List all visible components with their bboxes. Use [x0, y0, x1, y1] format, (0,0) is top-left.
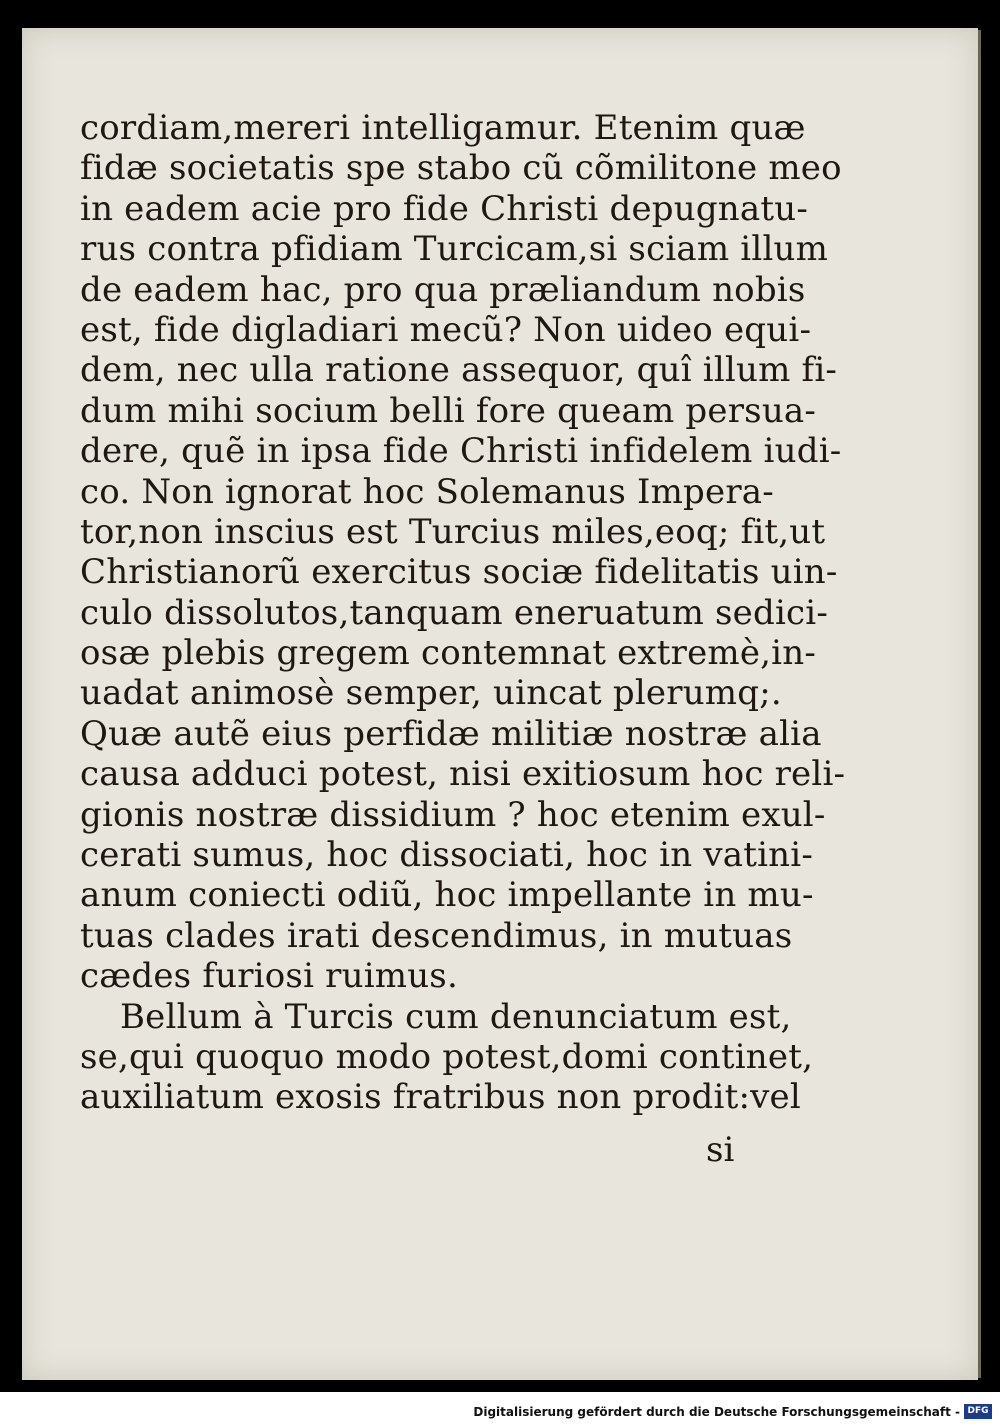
text-line: Christianorũ exercitus sociæ fidelitatis uin- [80, 552, 838, 593]
text-line: Bellum à Turcis cum denunciatum est, [120, 996, 792, 1037]
text-line: co. Non ignorat hoc Solemanus Impera- [80, 471, 774, 512]
text-line: de eadem hac, pro qua præliandum nobis [80, 269, 806, 310]
dfg-logo: DFG [964, 1404, 992, 1419]
text-line: dere, quẽ in ipsa fide Christi infidelem iudi- [80, 431, 842, 472]
text-line: cerati sumus, hoc dissociati, hoc in vatini- [80, 835, 814, 876]
text-line: se,qui quoquo modo potest,domi continet, [80, 1036, 814, 1077]
digitization-credit: Digitalisierung gefördert durch die Deutsche Forschungsgemeinschaft - [473, 1405, 960, 1419]
text-line: culo dissolutos,tanquam eneruatum sedici- [80, 592, 829, 633]
catchword: si [706, 1130, 735, 1170]
text-line: Quæ autẽ eius perfidæ militiæ nostræ alia [80, 713, 822, 754]
text-line: cædes furiosi ruimus. [80, 956, 458, 997]
text-line: cordiam,mereri intelligamur. Etenim quæ [80, 108, 806, 148]
text-line: auxiliatum exosis fratribus non prodit:vel [80, 1077, 801, 1118]
body-text [80, 108, 846, 1118]
text-line: osæ plebis gregem contemnat extremè,in- [80, 633, 817, 674]
text-line: rus contra pfidiam Turcicam,si sciam illum [80, 229, 829, 270]
text-line: tuas clades irati descendimus, in mutuas [80, 915, 793, 956]
text-line: dum mihi socium belli fore queam persua- [80, 390, 817, 431]
text-line: dem, nec ulla ratione assequor, quî illum fi- [80, 350, 838, 391]
text-line: gionis nostræ dissidium ? hoc etenim exul- [80, 794, 826, 835]
text-line: fidæ societatis spe stabo cũ cõmilitone meo [80, 148, 842, 189]
text-line: tor,non inscius est Turcius miles,eoq; fit,ut [80, 511, 826, 552]
page-edge [978, 30, 981, 1378]
text-line: est, fide digladiari mecũ? Non uideo equi- [80, 309, 812, 350]
text-line: causa adduci potest, nisi exitiosum hoc reli- [80, 754, 846, 795]
text-line: in eadem acie pro fide Christi depugnatu- [80, 188, 809, 229]
text-line: uadat animosè semper, uincat plerumq;. [80, 673, 782, 714]
text-line: anum coniecti odiũ, hoc impellante in mu- [80, 875, 814, 916]
